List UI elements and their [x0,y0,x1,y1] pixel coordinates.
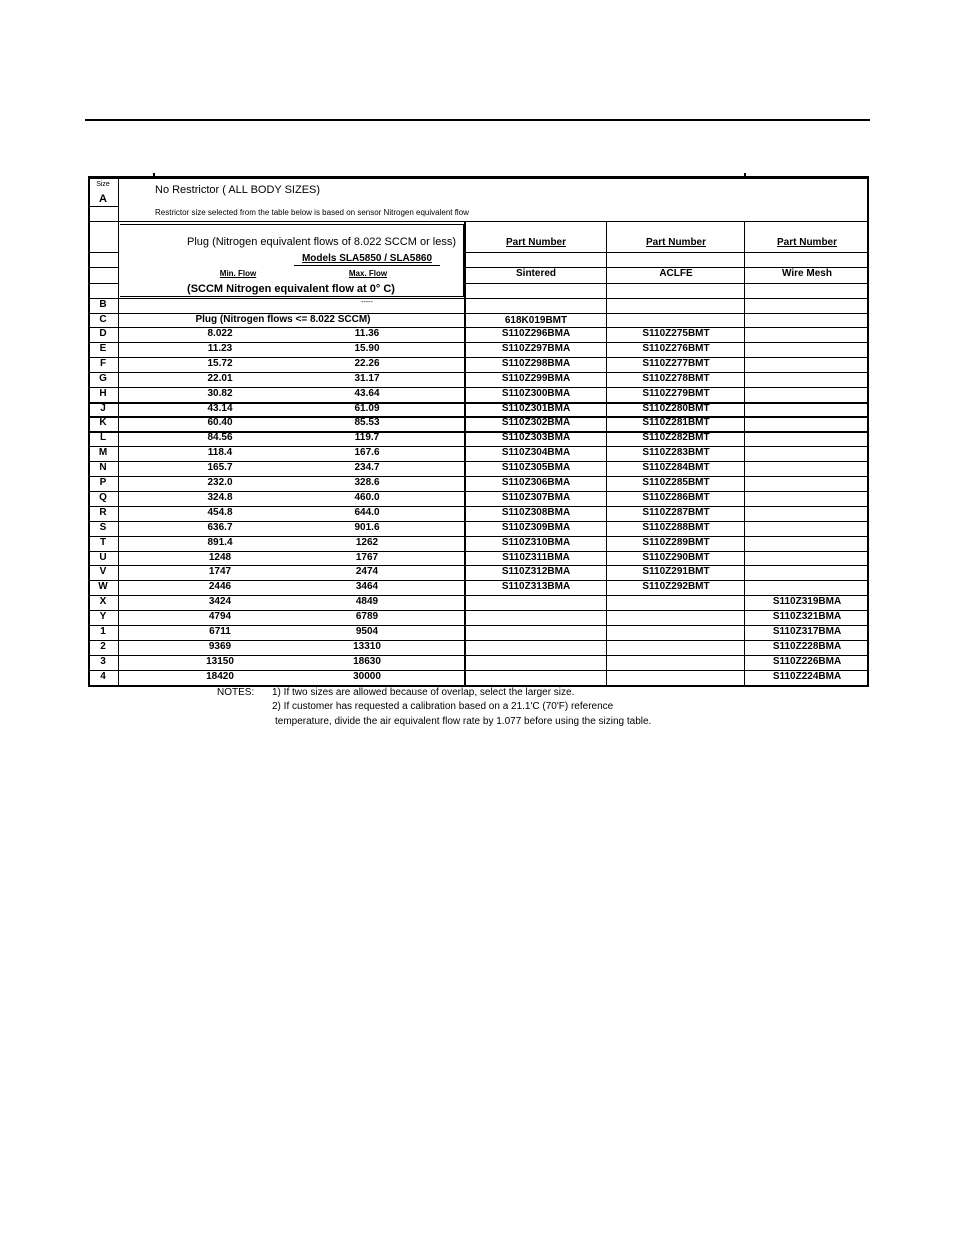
grid-line [88,551,869,552]
max-flow-cell: 22.26 [354,357,380,369]
size-cell: 2 [100,640,106,652]
min-flow-cell: 1747 [208,566,232,578]
size-cell: 4 [100,670,106,682]
models-underline [294,265,440,266]
max-flow-cell: 85.53 [354,417,380,429]
grid-line [88,313,869,314]
grid-line [88,221,869,222]
max-flow-cell: 460.0 [354,491,380,503]
sintered-part-cell: S110Z302BMA [501,417,571,429]
grid-line [88,283,119,284]
size-cell: P [99,477,107,488]
min-flow-cell: 6711 [209,626,231,637]
size-cell: G [99,372,107,384]
sintered-part-cell: S110Z297BMA [501,342,571,354]
sintered-part-cell: S110Z301BMA [501,402,571,414]
no-restrictor-text: No Restrictor ( ALL BODY SIZES) [155,184,321,196]
aclfe-part-cell: S110Z275BMT [642,328,710,339]
max-flow-cell: 1262 [355,536,379,548]
restrictor-note: Restrictor size selected from the table below is based on sensor Nitrogen equivalent flow [155,208,469,217]
grid-line [88,327,869,328]
size-cell: T [99,536,107,548]
size-column-header: Size [96,181,110,188]
size-cell: R [99,506,107,518]
min-flow-cell: 43.14 [207,402,233,414]
min-flow-cell: 8.022 [207,328,233,339]
grid-line [88,536,869,537]
grid-line [88,595,869,596]
plug-note: Plug (Nitrogen equivalent flows of 8.022 SCCM or less) [187,236,457,248]
aclfe-part-cell: S110Z277BMT [642,357,710,369]
grid-line [88,372,869,373]
size-cell: K [99,417,107,429]
min-flow-cell: 636.7 [207,521,233,533]
wire-mesh-part-cell: S110Z317BMA [772,626,842,637]
min-flow-cell: 15.72 [207,357,233,369]
max-flow-cell: 644.0 [354,506,380,518]
min-flow-cell: 454.8 [207,506,233,518]
sintered-heading: Sintered [515,268,557,279]
size-cell: D [99,328,107,339]
min-flow-cell: 4794 [208,611,232,623]
sintered-part-cell: S110Z303BMA [501,432,571,444]
max-flow-cell: 901.6 [354,521,380,533]
grid-line [464,283,869,284]
aclfe-part-cell: S110Z288BMT [642,521,710,533]
aclfe-part-cell: S110Z281BMT [642,417,710,429]
min-flow-cell: 118.4 [207,447,233,459]
sintered-part-cell: S110Z308BMA [501,506,571,518]
size-cell: X [99,596,107,608]
size-cell: L [99,432,107,444]
size-cell: 3 [100,655,106,667]
grid-line [88,476,869,477]
aclfe-part-cell: S110Z289BMT [642,536,710,548]
max-flow-cell: 61.09 [354,402,380,414]
size-cell-a: A [99,193,107,205]
size-cell: 1 [100,626,106,637]
max-flow-cell: 119.7 [354,432,380,444]
note-2-line-1: 2) If customer has requested a calibration based on a 21.1'C (70'F) reference [272,701,614,712]
max-flow-cell: 4849 [355,596,379,608]
aclfe-part-cell: S110Z278BMT [642,372,710,384]
max-flow-cell: 328.6 [354,477,380,488]
aclfe-part-cell: S110Z292BMT [642,581,710,593]
size-cell: E [99,342,107,354]
flow-units-heading: (SCCM Nitrogen equivalent flow at 0° C) [187,283,395,295]
aclfe-part-cell: S110Z290BMT [642,551,710,563]
min-flow-cell: 165.7 [207,462,233,474]
grid-line [88,506,869,507]
model-box-line [120,224,464,225]
aclfe-part-cell: S110Z286BMT [642,491,710,503]
sintered-part-cell: S110Z313BMA [501,581,571,593]
aclfe-part-cell: S110Z283BMT [642,447,710,459]
max-flow-cell: 30000 [353,670,381,682]
grid-line [88,565,869,566]
min-flow-heading: Min. Flow [219,269,257,278]
page-header-rule [85,119,870,121]
size-cell: M [98,447,108,459]
grid-line [88,491,869,492]
size-cell: Q [99,491,107,503]
max-flow-heading: Max. Flow [348,269,388,278]
min-flow-cell: 30.82 [207,387,233,399]
sintered-part-cell: S110Z307BMA [501,491,571,503]
grid-line [606,221,607,685]
max-flow-cell: 6789 [355,611,379,623]
grid-line [88,267,119,268]
grid-line [744,221,745,685]
max-flow-cell: 43.64 [354,387,380,399]
min-flow-cell: 1248 [208,551,232,563]
min-flow-cell: 84.56 [207,432,233,444]
max-flow-cell: 1767 [355,551,379,563]
max-flow-cell: 3464 [355,581,379,593]
grid-line [88,252,119,253]
max-flow-cell: 167.6 [354,447,380,459]
max-flow-cell: 234.7 [354,462,380,474]
sintered-part-cell: S110Z306BMA [501,477,571,488]
aclfe-part-cell: S110Z285BMT [642,477,710,488]
max-flow-cell: 11.36 [354,328,380,339]
size-cell: N [99,462,107,474]
sintered-part-cell: S110Z299BMA [501,372,571,384]
wire-mesh-part-cell: S110Z224BMA [772,670,842,682]
aclfe-part-cell: S110Z280BMT [642,402,710,414]
size-cell: H [99,387,107,399]
min-flow-cell: 22.01 [207,372,233,384]
sintered-part-cell: S110Z300BMA [501,387,571,399]
max-flow-cell: 9504 [355,626,379,637]
aclfe-heading: ACLFE [659,268,693,279]
sintered-part-cell: S110Z298BMA [501,357,571,369]
grid-line [88,580,869,581]
wire-mesh-heading: Wire Mesh [782,268,832,279]
grid-line [88,461,869,462]
size-cell: S [99,521,107,533]
size-cell: V [99,566,107,578]
min-flow-cell: 60.40 [207,417,233,429]
size-cell-b: B [99,299,107,310]
size-cell: Y [99,611,107,623]
aclfe-part-cell: S110Z282BMT [642,432,710,444]
row-b-dash: ----- [361,299,373,306]
min-flow-cell: 11.23 [207,342,233,354]
sintered-part-cell: S110Z311BMA [502,551,570,563]
grid-line [88,625,869,626]
grid-line [88,206,119,207]
aclfe-part-cell: S110Z287BMT [642,506,710,518]
aclfe-part-cell: S110Z291BMT [642,566,710,578]
grid-line [88,342,869,343]
sintered-part-cell: S110Z310BMA [501,536,571,548]
wire-mesh-part-cell: S110Z228BMA [772,640,842,652]
max-flow-cell: 2474 [355,566,379,578]
size-cell-c: C [99,314,107,325]
note-2-line-2: temperature, divide the air equivalent flow rate by 1.077 before using the sizing table. [275,716,652,727]
grid-line [88,416,869,418]
grid-line [88,298,869,299]
sintered-part-cell: S110Z305BMA [501,462,571,474]
max-flow-cell: 18630 [353,655,381,667]
notes-label: NOTES: [217,687,255,698]
grid-line [88,521,869,522]
size-cell: J [100,402,106,414]
min-flow-cell: 891.4 [207,536,233,548]
min-flow-cell: 324.8 [207,491,233,503]
size-cell: W [98,581,108,593]
min-flow-cell: 232.0 [207,477,233,488]
row-c-sintered-part: 618K019BMT [504,315,568,326]
sintered-part-cell: S110Z312BMA [501,566,571,578]
aclfe-part-cell: S110Z276BMT [642,342,710,354]
grid-line [88,640,869,641]
grid-line [88,387,869,388]
aclfe-part-cell: S110Z284BMT [642,462,710,474]
grid-line [464,267,869,268]
sintered-part-number-heading: Part Number [505,237,567,248]
sintered-part-cell: S110Z309BMA [501,521,571,533]
grid-line [464,252,869,253]
grid-line [88,402,869,404]
size-cell: U [99,551,107,563]
wire-mesh-part-cell: S110Z321BMA [772,611,842,623]
min-flow-cell: 2446 [208,581,232,593]
size-cell: F [99,357,107,369]
aclfe-part-number-heading: Part Number [645,237,707,248]
min-flow-cell: 3424 [208,596,232,608]
max-flow-cell: 15.90 [354,342,380,354]
wire-mesh-part-number-heading: Part Number [776,237,838,248]
min-flow-cell: 13150 [206,655,234,667]
grid-line [464,221,466,685]
grid-line [88,446,869,447]
wire-mesh-part-cell: S110Z226BMA [772,655,842,667]
grid-line [88,357,869,358]
max-flow-cell: 13310 [353,640,381,652]
model-box-line [120,296,464,297]
models-heading: Models SLA5850 / SLA5860 [301,253,433,264]
min-flow-cell: 18420 [206,670,234,682]
min-flow-cell: 9369 [208,640,232,652]
grid-line [88,610,869,611]
sintered-part-cell: S110Z304BMA [501,447,571,459]
row-c-plug: Plug (Nitrogen flows <= 8.022 SCCM) [195,314,371,325]
aclfe-part-cell: S110Z279BMT [642,387,710,399]
wire-mesh-part-cell: S110Z319BMA [772,596,842,608]
note-1: 1) If two sizes are allowed because of overlap, select the larger size. [272,687,575,698]
max-flow-cell: 31.17 [354,372,380,384]
grid-line [88,431,869,433]
sintered-part-cell: S110Z296BMA [501,328,571,339]
